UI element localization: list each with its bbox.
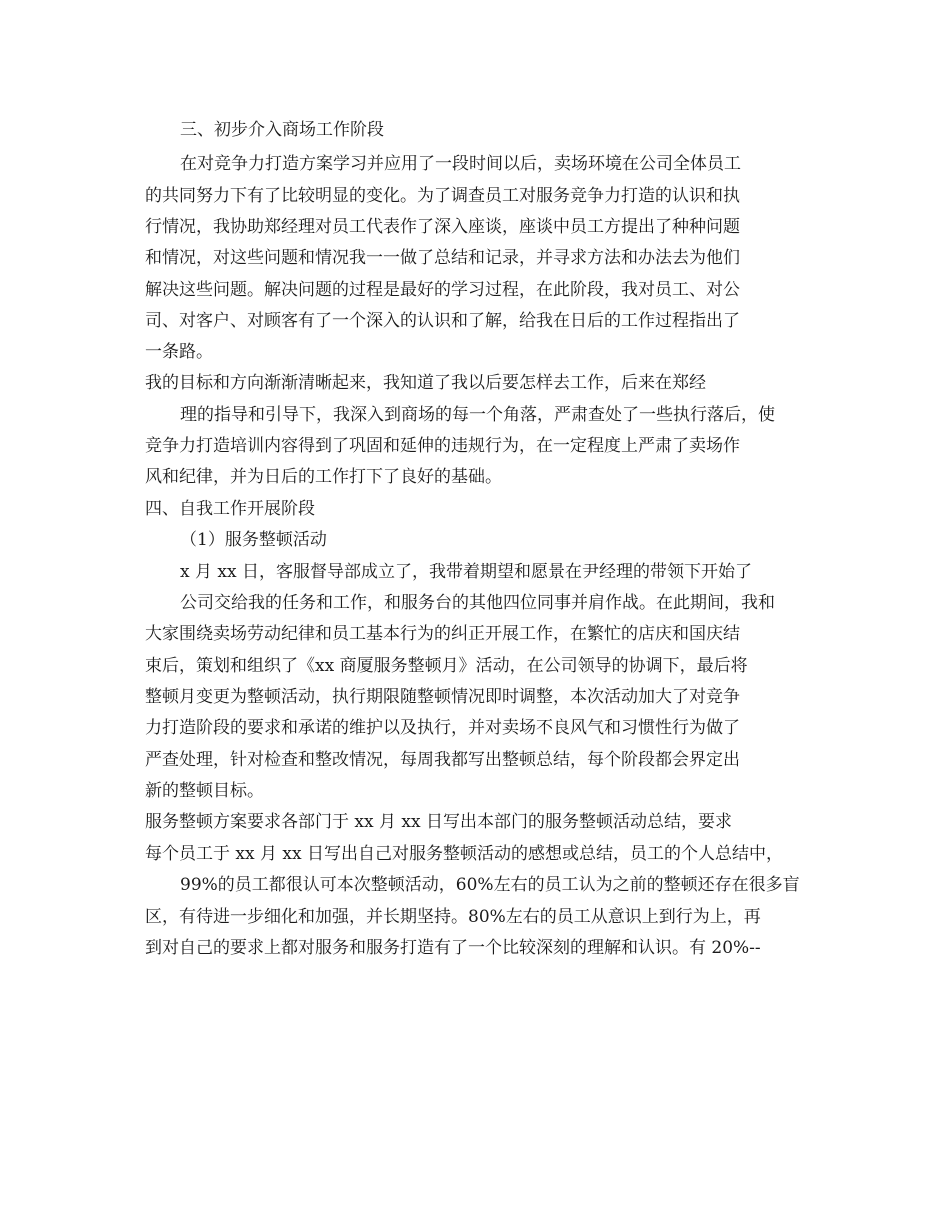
paragraph-line: 一条路。 (145, 342, 213, 362)
section-heading: 三、初步介入商场工作阶段 (180, 120, 384, 140)
paragraph-line: x 月 xx 日，客服督导部成立了，我带着期望和愿景在尹经理的带领下开始了 (180, 562, 752, 582)
paragraph-line: 大家围绕卖场劳动纪律和员工基本行为的纠正开展工作，在繁忙的店庆和国庆结 (145, 624, 740, 644)
paragraph-line: 新的整顿目标。 (145, 781, 264, 801)
paragraph-line: 束后，策划和组织了《xx 商厦服务整顿月》活动，在公司领导的协调下，最后将 (145, 656, 748, 676)
paragraph-line: 的共同努力下有了比较明显的变化。为了调查员工对服务竞争力打造的认识和执 (145, 186, 740, 206)
paragraph-line: 到对自己的要求上都对服务和服务打造有了一个比较深刻的理解和认识。有 20%-- (145, 938, 761, 958)
paragraph-line: 严查处理，针对检查和整改情况，每周我都写出整顿总结，每个阶段都会界定出 (145, 750, 740, 770)
paragraph-line: 行情况，我协助郑经理对员工代表作了深入座谈，座谈中员工方提出了种种问题 (145, 217, 740, 237)
section-heading: 四、自我工作开展阶段 (145, 499, 315, 519)
paragraph-line: 区，有待进一步细化和加强，并长期坚持。80%左右的员工从意识上到行为上，再 (145, 907, 761, 927)
paragraph-line: 每个员工于 xx 月 xx 日写出自己对服务整顿活动的感想或总结，员工的个人总结中， (145, 844, 783, 864)
paragraph-line: 力打造阶段的要求和承诺的维护以及执行，并对卖场不良风气和习惯性行为做了 (145, 718, 740, 738)
paragraph-line: 解决这些问题。解决问题的过程是最好的学习过程，在此阶段，我对员工、对公 (145, 280, 740, 300)
paragraph-line: 竞争力打造培训内容得到了巩固和延伸的违规行为，在一定程度上严肃了卖场作 (145, 436, 740, 456)
paragraph-line: 理的指导和引导下，我深入到商场的每一个角落，严肃查处了一些执行落后，使 (180, 405, 775, 425)
paragraph-line: 服务整顿方案要求各部门于 xx 月 xx 日写出本部门的服务整顿活动总结，要求 (145, 812, 732, 832)
paragraph-line: 和情况，对这些问题和情况我一一做了总结和记录，并寻求方法和办法去为他们 (145, 248, 740, 268)
paragraph-line: 整顿月变更为整顿活动，执行期限随整顿情况即时调整，本次活动加大了对竞争 (145, 687, 740, 707)
paragraph-line: 我的目标和方向渐渐清晰起来，我知道了我以后要怎样去工作，后来在郑经 (145, 373, 706, 393)
paragraph-line: 99%的员工都很认可本次整顿活动，60%左右的员工认为之前的整顿还存在很多盲 (180, 875, 800, 895)
paragraph-line: 公司交给我的任务和工作，和服务台的其他四位同事并肩作战。在此期间，我和 (180, 593, 775, 613)
paragraph-line: 在对竞争力打造方案学习并应用了一段时间以后，卖场环境在公司全体员工 (180, 154, 741, 174)
paragraph-line: 风和纪律，并为日后的工作打下了良好的基础。 (145, 467, 502, 487)
subsection-heading: （1）服务整顿活动 (180, 530, 327, 550)
paragraph-line: 司、对客户、对顾客有了一个深入的认识和了解，给我在日后的工作过程指出了 (145, 311, 740, 331)
